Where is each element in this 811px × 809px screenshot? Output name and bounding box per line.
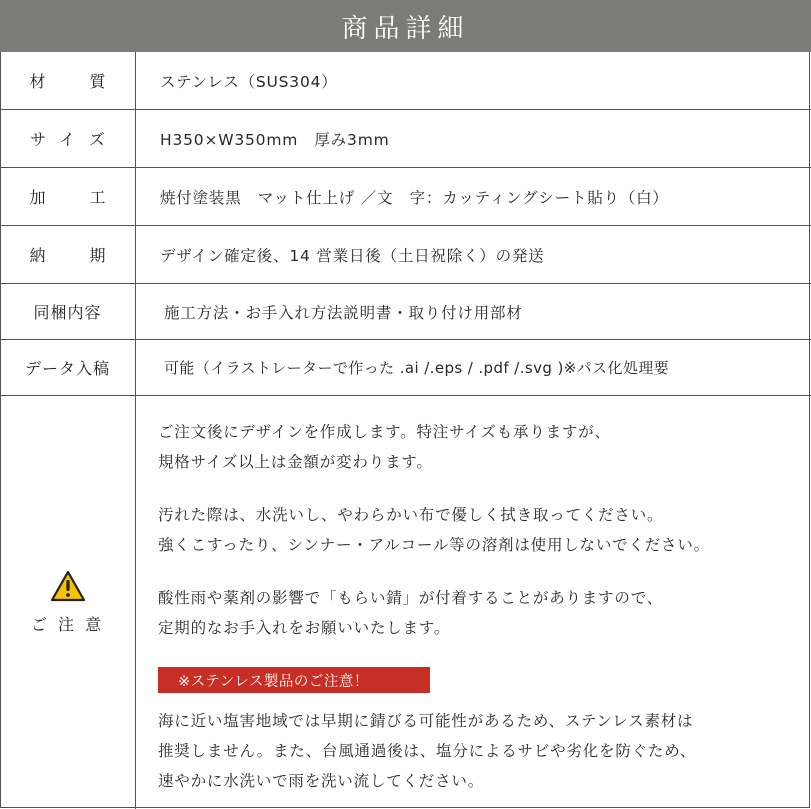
row-label-processing: 加 工	[0, 168, 136, 225]
row-label-material: 材 質	[0, 52, 136, 109]
note-paragraph	[158, 583, 663, 643]
row-value-data-submission: 可能（イラストレーターで作った .ai /.eps / .pdf /.svg )※パス化処理要	[164, 359, 670, 377]
table-row	[0, 284, 811, 340]
note-line: 強くこすったり、シンナー・アルコール等の溶剤は使用しないでください。	[158, 536, 710, 554]
caution-label-cell	[0, 396, 136, 809]
row-value-contents: 施工方法・お手入れ方法説明書・取り付け用部材	[164, 303, 523, 322]
table-row	[0, 52, 811, 110]
note-line: 規格サイズ以上は金額が変わります。	[158, 453, 433, 471]
caution-label: ご 注 意	[30, 615, 105, 634]
row-value-delivery: デザイン確定後、14 営業日後（土日祝除く）の発送	[160, 246, 545, 265]
note-line: 酸性雨や薬剤の影響で「もらい錆」が付着することがありますので、	[158, 589, 663, 607]
caution-row	[0, 396, 811, 809]
note-paragraph	[158, 500, 710, 560]
note-line: 速やかに水洗いで雨を洗い流してください。	[158, 772, 485, 790]
row-value-processing: 焼付塗装黒 マット仕上げ ／文 字：カッティングシート貼り（白）	[160, 188, 669, 207]
table-row	[0, 110, 811, 168]
table-row	[0, 168, 811, 226]
row-label-data-submission: データ入稿	[0, 340, 136, 395]
row-label-size: サイズ	[0, 110, 136, 167]
note-line: 推奨しません。また、台風通過後は、塩分によるサビや劣化を防ぐため、	[158, 742, 697, 760]
row-label-delivery: 納 期	[0, 226, 136, 283]
row-value-size: H350×W350mm 厚み3mm	[160, 130, 390, 149]
warning-icon	[50, 570, 86, 602]
stainless-warning-badge: ※ステンレス製品のご注意！	[158, 667, 430, 693]
page-title: 商品詳細	[0, 0, 811, 52]
note-line: 定期的なお手入れをお願いいたします。	[158, 619, 451, 637]
caution-notes	[136, 396, 810, 809]
note-line: ご注文後にデザインを作成します。特注サイズも承りますが、	[158, 423, 611, 441]
row-label-contents: 同梱内容	[0, 284, 136, 339]
table-row	[0, 340, 811, 396]
note-line: 海に近い塩害地域では早期に錆びる可能性があるため、ステンレス素材は	[158, 712, 694, 730]
warning-paragraph	[158, 706, 696, 796]
note-line: 汚れた際は、水洗いし、やわらかい布で優しく拭き取ってください。	[158, 506, 664, 524]
table-row	[0, 226, 811, 284]
note-paragraph	[158, 417, 611, 477]
row-value-material: ステンレス（SUS304）	[160, 72, 338, 91]
